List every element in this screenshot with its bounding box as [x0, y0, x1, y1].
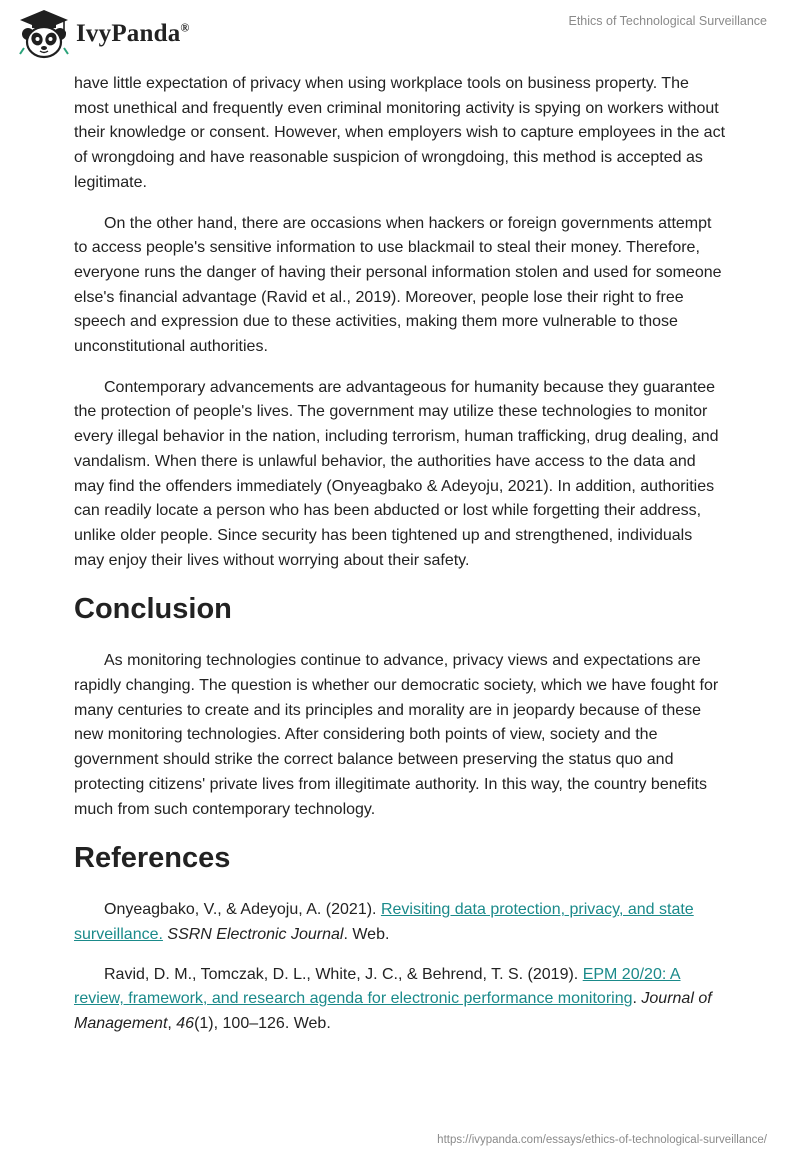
reference-link-2[interactable]: EPM 20/20: A review, framework, and research agenda for electronic performance monitoring — [74, 965, 681, 1008]
paragraph-1: have little expectation of privacy when using workplace tools on business property. The most unethical and frequently even criminal monitoring activity is spying on workers without their knowledge or consent. However, when employers wish to capture employees in the act of wrongdoing and have reasonable suspicion of wrongdoing, this method is accepted as legitimate. — [74, 75, 726, 191]
footer-url[interactable]: https://ivypanda.com/essays/ethics-of-technological-surveillance/ — [437, 1134, 767, 1146]
document-title: Ethics of Technological Surveillance — [568, 14, 767, 28]
essay-body — [74, 72, 726, 1052]
conclusion-paragraph: As monitoring technologies continue to advance, privacy views and expectations are rapidly changing. The question is whether our democratic society, which we have fought for many centuries to create and its principles and morality are in jeopardy because of these new monitoring technologies. After considering both points of view, society and the government should strike the correct balance between preserving the status quo and protecting citizens' private lives from illegitimate authority. In this way, the country benefits much from such contemporary technology. — [74, 652, 719, 818]
panda-graduate-icon — [16, 8, 72, 60]
paragraph-3: Contemporary advancements are advantageous for humanity because they guarantee the protection of people's lives. The government may utilize these technologies to monitor every illegal behavior in the nation, including terrorism, human trafficking, drug dealing, and vandalism. When there is unlawful behavior, the authorities have access to the data and may find the offenders immediately (Onyeagbako & Adeyoju, 2021). In addition, authorities can readily locate a person who has been abducted or lost while forgetting their address, unlike older people. Since security has been tightened up and strengthened, individuals may enjoy their lives without worrying about their safety. — [74, 378, 719, 569]
reference-item: Ravid, D. M., Tomczak, D. L., White, J. C., & Behrend, T. S. (2019). EPM 20/20: A review, framework, and research agenda for electronic performance monitoring. Journal of Management, 46(1), 100–126. Web. — [74, 965, 712, 1033]
paragraph-2: On the other hand, there are occasions when hackers or foreign governments attempt to access people's sensitive information to use blackmail to steal their money. Therefore, everyone runs the danger of having their personal information stolen and used for someone else's financial advantage (Ravid et al., 2019). Moreover, people lose their right to free speech and expression due to these activities, making them more vulnerable to those unconstitutional authorities. — [74, 214, 722, 356]
reference-item: Onyeagbako, V., & Adeyoju, A. (2021). Revisiting data protection, privacy, and state surveillance. SSRN Electronic Journal. Web. — [74, 901, 694, 943]
conclusion-heading: Conclusion — [74, 593, 232, 626]
ivypanda-logo[interactable] — [16, 8, 190, 60]
logo-wordmark: IvyPanda® — [76, 20, 190, 47]
references-heading: References — [74, 842, 231, 875]
page-header — [0, 0, 800, 70]
reference-link-1[interactable]: Revisiting data protection, privacy, and state surveillance. — [74, 901, 694, 943]
